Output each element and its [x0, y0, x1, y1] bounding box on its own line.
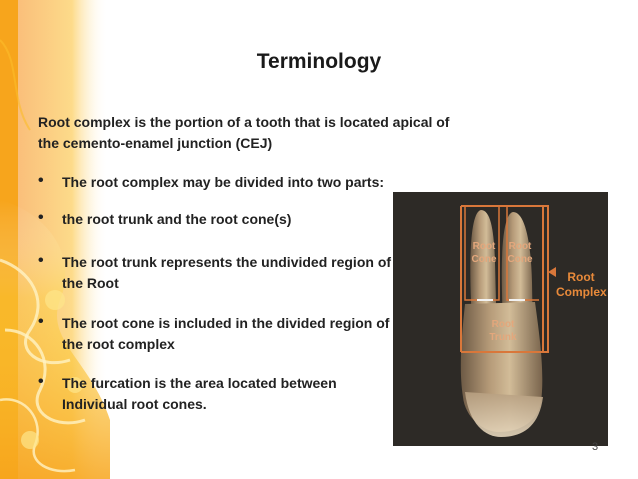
- bullet-icon: •: [38, 209, 44, 226]
- list-item: [38, 313, 398, 355]
- slide-number: 3: [592, 441, 599, 453]
- list-item: [38, 373, 398, 415]
- root-cone-label-1: Root Cone: [471, 241, 497, 265]
- tooth-photo: [393, 192, 608, 446]
- list-item: [38, 209, 398, 230]
- bullet-text: The root cone is included in the divided region of the root complex: [62, 315, 390, 352]
- root-cone-label-2: Root Cone: [507, 241, 533, 265]
- root-trunk-label: Root Trunk: [489, 319, 517, 343]
- slide-title: Terminology: [256, 50, 382, 73]
- list-item: [38, 172, 398, 193]
- bullet-text: The furcation is the area located between Individual root cones.: [62, 375, 337, 412]
- root-complex-label: Root Complex: [556, 270, 607, 299]
- bullet-text: The root complex may be divided into two parts:: [62, 174, 385, 190]
- bullet-icon: •: [38, 313, 44, 330]
- bullet-icon: •: [38, 373, 44, 390]
- bullet-text: The root trunk represents the undivided region of the Root: [62, 254, 392, 291]
- bullet-icon: •: [38, 252, 44, 269]
- intro-paragraph: Root complex is the portion of a tooth that is located apical of the cemento-enamel junction (CEJ): [38, 114, 450, 151]
- bullet-text: the root trunk and the root cone(s): [62, 211, 292, 227]
- bullet-icon: •: [38, 172, 44, 189]
- list-item: [38, 252, 398, 294]
